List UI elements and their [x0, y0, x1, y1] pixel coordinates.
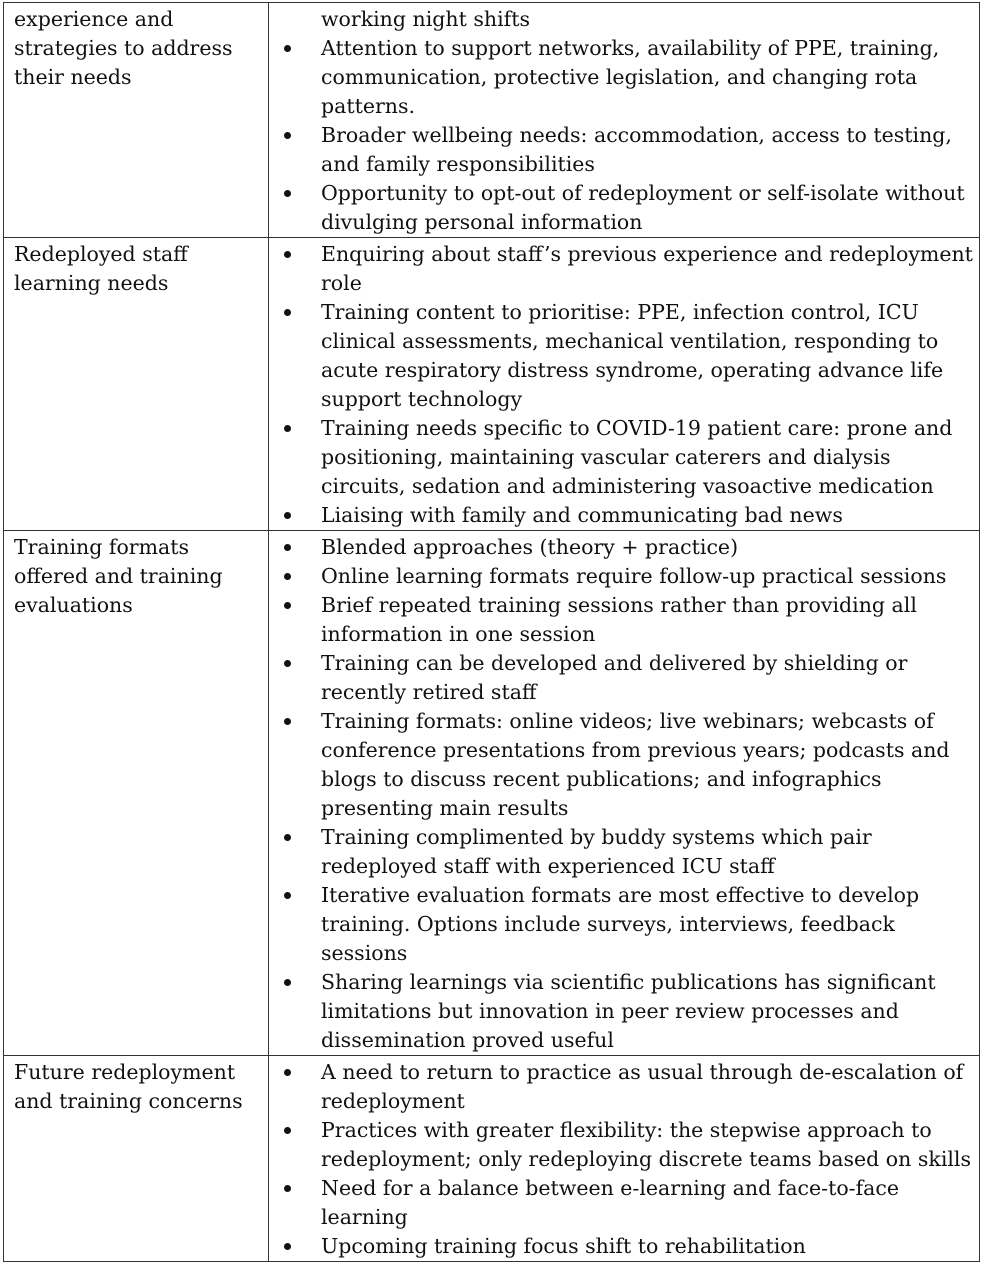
list-item-text: Training complimented by buddy systems which pair redeployed staff with experienced ICU staff: [321, 825, 872, 878]
list-item: [269, 1116, 973, 1174]
bullet-icon: [284, 544, 291, 551]
bullet-icon: [284, 45, 291, 52]
list-item-text: Attention to support networks, availability of PPE, training, communication, protective legislation, and changing rota patterns.: [321, 36, 940, 118]
list-item: [269, 1174, 973, 1232]
list-item-text: Training formats: online videos; live webinars; webcasts of conference presentations from previous years; podcasts and blogs to discuss recent publications; and infographics presenting main results: [321, 709, 950, 820]
bullet-list: [269, 5, 973, 237]
list-item: [269, 1232, 973, 1261]
list-item-text: Upcoming training focus shift to rehabilitation: [321, 1234, 806, 1258]
list-item-text: Need for a balance between e-learning and face-to-face learning: [321, 1176, 900, 1229]
bullet-icon: [284, 190, 291, 197]
list-item-text: Opportunity to opt-out of redeployment or self-isolate without divulging personal information: [321, 181, 965, 234]
list-item-text: Brief repeated training sessions rather than providing all information in one session: [321, 593, 917, 646]
list-item-text: A need to return to practice as usual through de-escalation of redeployment: [321, 1060, 964, 1113]
list-item: [269, 562, 973, 591]
list-item-text: Online learning formats require follow-up practical sessions: [321, 564, 947, 588]
list-item: [269, 501, 973, 530]
points-cell: [269, 531, 980, 1056]
table-row: [4, 3, 980, 238]
list-item: [269, 823, 973, 881]
points-cell: [269, 3, 980, 238]
bullet-list: [269, 240, 973, 530]
points-cell: [269, 1056, 980, 1262]
points-cell: [269, 238, 980, 531]
list-item-text: Enquiring about staff’s previous experience and redeployment role: [321, 242, 973, 295]
list-item: [269, 707, 973, 823]
list-item-text: Broader wellbeing needs: accommodation, access to testing, and family responsibilities: [321, 123, 952, 176]
theme-cell: Redeployed staff learning needs: [4, 238, 269, 531]
list-item: [269, 1058, 973, 1116]
bullet-icon: [284, 718, 291, 725]
bullet-icon: [284, 602, 291, 609]
list-item-text: Training needs specific to COVID-19 patient care: prone and positioning, maintaining vascular caterers and dialysis circuits, sedation and administering vasoactive medication: [321, 416, 953, 498]
list-item: [269, 533, 973, 562]
list-item: [269, 414, 973, 501]
bullet-icon: [284, 512, 291, 519]
list-item-text: Training content to prioritise: PPE, infection control, ICU clinical assessments, mechanical ventilation, responding to acute respiratory distress syndrome, operating advance life support technology: [321, 300, 944, 411]
list-item-continuation: working night shifts: [321, 7, 530, 31]
list-item: [269, 34, 973, 121]
list-item: [269, 881, 973, 968]
bullet-icon: [284, 892, 291, 899]
list-item-text: Sharing learnings via scientific publications has significant limitations but innovation in peer review processes and dissemination proved useful: [321, 970, 936, 1052]
table-row: [4, 238, 980, 531]
table-row: [4, 1056, 980, 1262]
list-item-text: Liaising with family and communicating bad news: [321, 503, 843, 527]
bullet-icon: [284, 1127, 291, 1134]
bullet-icon: [284, 1069, 291, 1076]
theme-cell: Training formats offered and training evaluations: [4, 531, 269, 1056]
list-item: [269, 649, 973, 707]
table-row: [4, 531, 980, 1056]
bullet-list: [269, 1058, 973, 1261]
bullet-icon: [284, 251, 291, 258]
bullet-icon: [284, 309, 291, 316]
bullet-icon: [284, 573, 291, 580]
summary-table: [3, 2, 980, 1262]
list-item: [269, 179, 973, 237]
theme-cell: experience and strategies to address their needs: [4, 3, 269, 238]
list-item: [269, 240, 973, 298]
list-item-text: Training can be developed and delivered by shielding or recently retired staff: [321, 651, 908, 704]
bullet-list: [269, 533, 973, 1055]
bullet-icon: [284, 834, 291, 841]
bullet-icon: [284, 979, 291, 986]
theme-cell: Future redeployment and training concerns: [4, 1056, 269, 1262]
list-item-text: Blended approaches (theory + practice): [321, 535, 739, 559]
list-item: [269, 968, 973, 1055]
list-item: [269, 121, 973, 179]
list-item: [269, 591, 973, 649]
bullet-icon: [284, 425, 291, 432]
list-item: [269, 298, 973, 414]
bullet-icon: [284, 132, 291, 139]
bullet-icon: [284, 1243, 291, 1250]
list-item-text: Iterative evaluation formats are most effective to develop training. Options include surveys, interviews, feedback sessions: [321, 883, 920, 965]
bullet-icon: [284, 1185, 291, 1192]
bullet-icon: [284, 660, 291, 667]
list-item-text: Practices with greater flexibility: the stepwise approach to redeployment; only redeploying discrete teams based on skills: [321, 1118, 972, 1171]
